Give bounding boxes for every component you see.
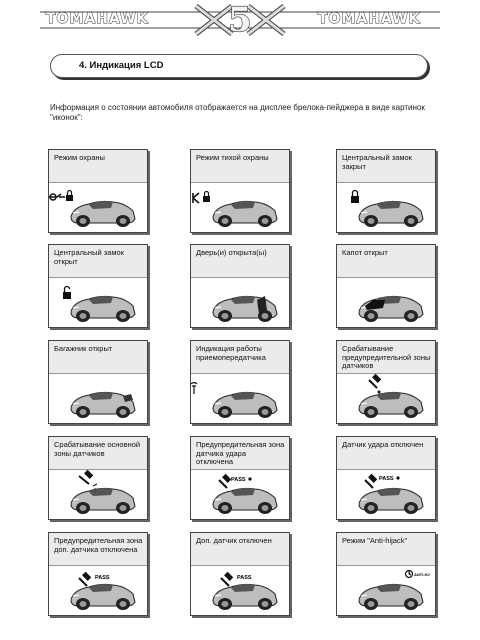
pass-badge: PASS — [237, 575, 252, 581]
card-caption: Режим "Anti-hijack" — [337, 533, 435, 566]
card-caption: Индикация работы приемопередатчика — [191, 341, 289, 374]
card-caption: Капот открыт — [337, 245, 435, 278]
icon-card-anti-hijack — [336, 532, 436, 616]
silent-arm-key-lock-icon — [193, 192, 210, 204]
card-caption: Режим охраны — [49, 150, 147, 183]
antenna-icon — [191, 383, 197, 394]
card-illustration — [191, 183, 289, 232]
section-title: 4. Индикация LCD — [79, 60, 164, 71]
armed-key-lock-icon — [49, 191, 73, 202]
icon-card-door-open — [190, 244, 290, 328]
hammer-icon — [369, 374, 381, 394]
hammer-pass-icon — [221, 572, 233, 586]
card-caption: Центральный замок открыт — [49, 245, 147, 278]
card-illustration — [49, 278, 147, 327]
card-caption: Предупредительная зона датчика удара отключена — [191, 437, 289, 470]
icon-card-shock-warning-off — [190, 436, 290, 520]
card-caption: Срабатывание предупредительной зоны датчиков — [337, 341, 435, 374]
card-caption: Центральный замок закрыт — [337, 150, 435, 183]
card-illustration — [191, 374, 289, 423]
icon-card-transceiver — [190, 340, 290, 424]
icon-card-trunk-open — [48, 340, 148, 424]
icon-card-aux-off — [190, 532, 290, 616]
lock-closed-icon — [351, 191, 359, 203]
icon-card-shock-off — [336, 436, 436, 520]
card-caption: Датчик удара отключен — [337, 437, 435, 470]
card-illustration — [337, 566, 435, 615]
card-caption: Режим тихой охраны — [191, 150, 289, 183]
icon-card-hood-open — [336, 244, 436, 328]
card-caption: Дверь(и) открыта(ы) — [191, 245, 289, 278]
brand-logo-left: TOMAHAWK — [46, 11, 149, 27]
icon-card-armed — [48, 149, 148, 233]
anti-hijack-badge: ANTI-HJ — [414, 572, 430, 577]
card-illustration — [191, 470, 289, 519]
icon-card-silent-armed — [190, 149, 290, 233]
card-illustration — [337, 278, 435, 327]
icon-card-central-lock-closed — [336, 149, 436, 233]
card-illustration — [337, 374, 435, 423]
brand-logo-right: TOMAHAWK — [318, 11, 421, 27]
icon-card-aux-warning-off — [48, 532, 148, 616]
icon-card-warning-zone — [336, 340, 436, 424]
card-illustration — [49, 374, 147, 423]
card-caption: Предупредительная зона доп. датчика отключена — [49, 533, 147, 566]
icon-card-main-zone — [48, 436, 148, 520]
lock-open-icon — [63, 287, 71, 299]
model-number: 5 — [228, 0, 252, 40]
card-illustration — [337, 470, 435, 519]
card-caption: Срабатывание основной зоны датчиков — [49, 437, 147, 470]
pass-badge: PASS — [379, 476, 394, 482]
card-caption: Доп. датчик отключен — [191, 533, 289, 566]
anti-hijack-icon — [406, 571, 413, 578]
hammer-pass-icon — [365, 474, 377, 488]
card-illustration — [191, 278, 289, 327]
intro-paragraph: Информация о состоянии автомобиля отображается на дисплее брелока-пейджера в виде картинок "иконок": — [50, 103, 425, 122]
card-illustration — [49, 566, 147, 615]
card-illustration — [49, 183, 147, 232]
pass-badge: PASS — [95, 575, 110, 581]
pass-badge: PASS — [231, 477, 246, 483]
card-illustration — [49, 470, 147, 519]
hammer-pass-icon — [219, 474, 231, 488]
icon-card-central-lock-open — [48, 244, 148, 328]
hammer-pass-icon — [79, 572, 91, 586]
section-title-bar — [50, 54, 428, 78]
card-illustration — [337, 183, 435, 232]
header-banner — [0, 0, 480, 40]
card-illustration — [191, 566, 289, 615]
card-caption: Багажник открыт — [49, 341, 147, 374]
